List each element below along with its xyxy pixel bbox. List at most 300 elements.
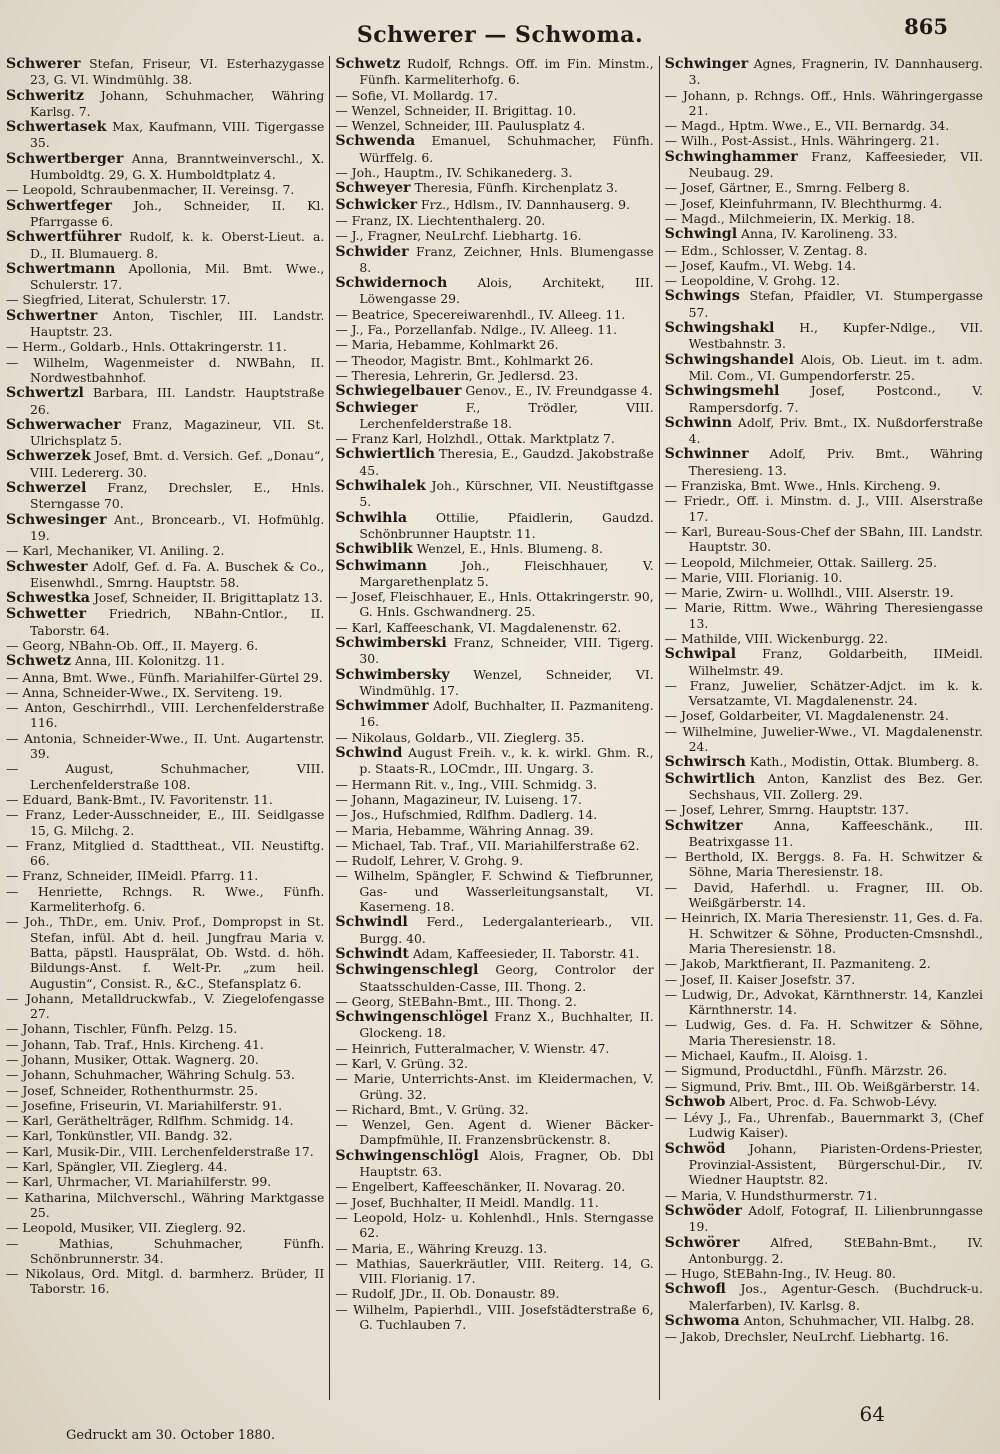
directory-entry xyxy=(665,1141,983,1188)
directory-subentry xyxy=(665,972,983,987)
entry-text: — Antonia, Schneider-Wwe., II. Unt. Augartenstr. 39. xyxy=(6,730,325,762)
entry-surname: Schwiertlich xyxy=(335,446,435,463)
entry-text: — Nikolaus, Goldarb., VII. Zieglerg. 35. xyxy=(335,729,585,745)
entry-text: — Anna, Bmt. Wwe., Fünfh. Mariahilfer-Gürtel 29. xyxy=(6,669,323,685)
entry-text: — Jakob, Marktfierant, II. Pazmaniteng. 2. xyxy=(664,956,931,972)
entry-surname: Schwofl xyxy=(664,1281,726,1298)
entry-text: — Ludwig, Ges. d. Fa. H. Schwitzer & Söhne, Maria Theresienstr. 18. xyxy=(664,1017,983,1048)
entry-surname: Schwingenschlögel xyxy=(335,1009,488,1026)
entry-text: Stefan, Pfaidler, VI. Stumpergasse 57. xyxy=(688,288,983,320)
entry-surname: Schwenda xyxy=(335,133,416,150)
entry-text: — Karl, V. Grüng. 32. xyxy=(335,1056,469,1071)
directory-entry xyxy=(665,446,983,478)
directory-subentry xyxy=(665,802,983,817)
entry-surname: Schwertzl xyxy=(6,385,84,402)
directory-subentry xyxy=(6,1220,324,1235)
directory-subentry xyxy=(6,868,324,883)
directory-subentry xyxy=(6,339,324,354)
entry-text: — Georg, StEBahn-Bmt., III. Thong. 2. xyxy=(335,993,577,1009)
directory-subentry xyxy=(335,1179,653,1194)
entry-surname: Schwiegelbauer xyxy=(335,383,462,400)
directory-subentry xyxy=(335,213,653,228)
directory-subentry xyxy=(665,88,983,119)
entry-surname: Schwerzel xyxy=(6,480,87,497)
directory-subentry xyxy=(665,1266,983,1281)
directory-entry xyxy=(665,149,983,181)
directory-subentry xyxy=(665,910,983,956)
entry-text: Anton, Tischler, III. Landstr. Hauptstr. 23. xyxy=(30,307,325,340)
directory-entry xyxy=(665,1313,983,1329)
entry-surname: Schwinghammer xyxy=(664,148,798,165)
directory-entry xyxy=(665,1235,983,1267)
directory-subentry xyxy=(335,353,653,368)
entry-text: Franz, Kaffeesieder, VII. Neubaug. 29. xyxy=(688,148,983,181)
entry-surname: Schwörer xyxy=(664,1234,740,1251)
directory-subentry xyxy=(6,1128,324,1143)
directory-subentry xyxy=(335,589,653,620)
entry-surname: Schwertner xyxy=(6,307,98,324)
entry-text: — Franziska, Bmt. Wwe., Hnls. Kircheng. 9. xyxy=(664,478,941,494)
entry-text: Franz, Magazineur, VII. St. Ulrichsplatz 5. xyxy=(30,416,325,449)
entry-text: Alfred, StEBahn-Bmt., IV. Antonburgg. 2. xyxy=(688,1234,983,1266)
entry-text: — Wenzel, Schneider, II. Brigittag. 10. xyxy=(335,102,577,118)
directory-columns xyxy=(6,56,988,1400)
entry-text: Frz., Hdlsm., IV. Dannhauserg. 9. xyxy=(417,196,630,212)
entry-text: — Michael, Kaufm., II. Aloisg. 1. xyxy=(664,1048,868,1063)
directory-entry xyxy=(335,275,653,307)
directory-subentry xyxy=(6,1083,324,1098)
directory-entry xyxy=(335,698,653,730)
entry-text: Joh., Fleischhauer, V. Margarethenplatz 5. xyxy=(359,557,654,589)
directory-entry xyxy=(335,558,653,590)
directory-subentry xyxy=(6,670,324,685)
entry-text: — Ludwig, Dr., Advokat, Kärnthnerstr. 14, Kanzlei Kärnthnerstr. 14. xyxy=(664,986,983,1018)
directory-subentry xyxy=(665,1110,983,1141)
entry-text: — Georg, NBahn-Ob. Off., II. Mayerg. 6. xyxy=(6,637,259,653)
entry-text: — Edm., Schlosser, V. Zentag. 8. xyxy=(664,242,868,258)
directory-subentry xyxy=(665,118,983,133)
directory-subentry xyxy=(335,165,653,180)
directory-subentry xyxy=(335,228,653,243)
entry-surname: Schwings xyxy=(664,288,740,305)
entry-text: Agnes, Fragnerin, IV. Dannhauserg. 3. xyxy=(688,56,983,88)
entry-surname: Schwerer xyxy=(6,56,81,72)
directory-subentry xyxy=(665,724,983,755)
entry-text: Emanuel, Schuhmacher, Fünfh. Würffelg. 6. xyxy=(359,133,654,165)
column-1 xyxy=(6,56,330,1400)
directory-entry xyxy=(335,1148,653,1180)
entry-text: — Johann, Tischler, Fünfh. Pelzg. 15. xyxy=(6,1021,238,1037)
entry-text: — Mathias, Schuhmacher, Fünfh. Schönbrunnerstr. 34. xyxy=(6,1235,325,1266)
signature-mark: 64 xyxy=(859,1402,885,1426)
entry-text: — Maria, E., Währing Kreuzg. 13. xyxy=(335,1240,548,1256)
directory-subentry xyxy=(335,1102,653,1117)
entry-text: Franz, Zeichner, Hnls. Blumengasse 8. xyxy=(359,243,654,275)
directory-entry xyxy=(6,229,324,261)
entry-text: — Franz Karl, Holzhdl., Ottak. Marktplatz 7. xyxy=(335,431,615,447)
entry-text: Friedrich, NBahn-Cntlor., II. Taborstr. 64. xyxy=(30,606,325,638)
directory-subentry xyxy=(6,1266,324,1297)
entry-surname: Schwerwacher xyxy=(6,416,121,433)
entry-text: — Joh., Hauptm., IV. Schikanederg. 3. xyxy=(335,165,573,181)
entry-text: — Sigmund, Priv. Bmt., III. Ob. Weißgärberstr. 14. xyxy=(664,1078,980,1094)
entry-text: — Leopold, Holz- u. Kohlenhdl., Hnls. Sterngasse 62. xyxy=(335,1209,654,1241)
entry-text: Alois, Fragner, Ob. Dbl Hauptstr. 63. xyxy=(359,1147,654,1180)
entry-text: — Maria, V. Hundsthurmerstr. 71. xyxy=(664,1187,878,1203)
entry-text: — Josef, Gärtner, E., Smrng. Felberg 8. xyxy=(664,180,910,196)
entry-text: — Sofie, VI. Mollardg. 17. xyxy=(335,87,498,103)
entry-text: — Heinrich, Futteralmacher, V. Wienstr. 47. xyxy=(335,1040,610,1056)
page-header xyxy=(0,8,1000,48)
directory-entry xyxy=(665,383,983,415)
directory-entry xyxy=(6,198,324,230)
entry-text: — Wilhelm, Papierhdl., VIII. Josefstädterstraße 6, G. Tuchlauben 7. xyxy=(335,1301,654,1333)
directory-subentry xyxy=(335,307,653,322)
directory-subentry xyxy=(665,1079,983,1094)
directory-subentry xyxy=(335,620,653,635)
entry-text: Albert, Proc. d. Fa. Schwob-Lévy. xyxy=(725,1093,938,1109)
entry-text: — Karl, Geräthelträger, Rdlfhm. Schmidg. 14. xyxy=(6,1113,294,1129)
entry-text: — Friedr., Off. i. Minstm. d. J., VIII. Alserstraße 17. xyxy=(664,493,983,524)
entry-surname: Schwinn xyxy=(664,414,733,431)
entry-text: F., Trödler, VIII. Lerchenfelderstraße 18. xyxy=(359,399,654,431)
entry-surname: Schwind xyxy=(335,745,403,762)
directory-entry xyxy=(6,559,324,591)
entry-text: — Johann, Metalldruckwfab., V. Ziegelofengasse 27. xyxy=(6,990,325,1022)
entry-text: — Jos., Hufschmied, Rdlfhm. Dadlerg. 14. xyxy=(335,807,598,823)
directory-subentry xyxy=(665,849,983,880)
directory-subentry xyxy=(335,823,653,838)
directory-subentry xyxy=(665,1048,983,1063)
directory-subentry xyxy=(665,600,983,631)
directory-entry xyxy=(665,754,983,770)
entry-text: Barbara, III. Landstr. Hauptstraße 26. xyxy=(30,385,325,417)
entry-text: — Wenzel, Gen. Agent d. Wiener Bäcker-Dampfmühle, II. Franzensbrückenstr. 8. xyxy=(335,1117,654,1148)
entry-text: — J., Fa., Porzellanfab. Ndlge., IV. Alleeg. 11. xyxy=(335,322,618,338)
directory-subentry xyxy=(335,337,653,352)
entry-text: — Herm., Goldarb., Hnls. Ottakringerstr. 11. xyxy=(6,339,287,355)
entry-text: — Johann, Schuhmacher, Währing Schulg. 53. xyxy=(6,1067,295,1083)
directory-subentry xyxy=(6,1174,324,1189)
directory-subentry xyxy=(665,211,983,226)
directory-subentry xyxy=(335,838,653,853)
entry-text: Theresia, Fünfh. Kirchenplatz 3. xyxy=(410,180,618,196)
page-title: Schwerer — Schwoma. xyxy=(356,22,644,48)
entry-text: — Mathilde, VIII. Wickenburgg. 22. xyxy=(664,630,889,646)
entry-text: Rudolf, k. k. Oberst-Lieut. a. D., II. Blumauerg. 8. xyxy=(30,229,325,261)
entry-text: — Karl, Uhrmacher, VI. Mariahilferstr. 99. xyxy=(6,1174,272,1190)
entry-text: — Hermann Rit. v., Ing., VIII. Schmidg. 3. xyxy=(335,776,598,792)
entry-text: — Theodor, Magistr. Bmt., Kohlmarkt 26. xyxy=(335,352,594,368)
entry-text: Adam, Kaffeesieder, II. Taborstr. 41. xyxy=(408,945,640,961)
entry-text: — Karl, Bureau-Sous-Chef der SBahn, III. Landstr. Hauptstr. 30. xyxy=(664,523,983,555)
entry-text: — David, Haferhdl. u. Fragner, III. Ob. Weißgärberstr. 14. xyxy=(664,879,983,911)
entry-surname: Schwimbersky xyxy=(335,666,450,683)
entry-text: — Wilhelmine, Juwelier-Wwe., VI. Magdalenenstr. 24. xyxy=(664,723,983,755)
entry-text: — Wilhelm, Wagenmeister d. NWBahn, II. Nordwestbahnhof. xyxy=(6,354,325,385)
entry-text: — Franz, Mitglied d. Stadttheat., VII. Neustiftg. 66. xyxy=(6,837,325,869)
directory-subentry xyxy=(335,1210,653,1241)
directory-subentry xyxy=(665,631,983,646)
entry-text: — Leopold, Schraubenmacher, II. Vereinsg. 7. xyxy=(6,182,295,198)
directory-entry xyxy=(6,56,324,88)
entry-text: Franz, Drechsler, E., Hnls. Sterngasse 70. xyxy=(30,480,325,512)
directory-entry xyxy=(665,320,983,352)
entry-text: Theresia, E., Gaudzd. Jakobstraße 45. xyxy=(359,446,654,478)
entry-surname: Schwoma xyxy=(664,1313,740,1330)
directory-entry xyxy=(335,383,653,399)
directory-subentry xyxy=(335,807,653,822)
directory-subentry xyxy=(6,1037,324,1052)
directory-entry xyxy=(6,261,324,293)
entry-text: Anna, III. Kolonitzg. 11. xyxy=(71,653,225,669)
entry-surname: Schwester xyxy=(6,558,88,575)
entry-text: — Richard, Bmt., V. Grüng. 32. xyxy=(335,1101,529,1117)
entry-text: Franz, Schneider, VIII. Tigerg. 30. xyxy=(359,634,654,667)
directory-entry xyxy=(335,56,653,88)
entry-text: — Rudolf, JDr., II. Ob. Donaustr. 89. xyxy=(335,1286,560,1302)
directory-subentry xyxy=(335,431,653,446)
directory-entry xyxy=(665,1203,983,1235)
directory-entry xyxy=(665,56,983,88)
entry-text: — Michael, Tab. Traf., VII. Mariahilferstraße 62. xyxy=(335,837,640,853)
entry-text: Joh., Kürschner, VII. Neustiftgasse 5. xyxy=(359,478,654,510)
entry-text: — Siegfried, Literat, Schulerstr. 17. xyxy=(6,292,231,308)
entry-text: — August, Schuhmacher, VIII. Lerchenfelderstraße 108. xyxy=(6,761,325,792)
entry-text: — Magd., Hptm. Wwe., E., VII. Bernardg. 34. xyxy=(664,118,950,134)
directory-subentry xyxy=(6,1098,324,1113)
directory-entry xyxy=(665,771,983,803)
directory-subentry xyxy=(665,555,983,570)
entry-text: — Eduard, Bank-Bmt., IV. Favoritenstr. 11. xyxy=(6,791,273,807)
entry-text: — Josefine, Friseurin, VI. Mariahilferstr. 91. xyxy=(6,1097,283,1113)
entry-surname: Schwingenschlögl xyxy=(335,1147,479,1164)
entry-surname: Schwieger xyxy=(335,399,418,416)
entry-text: — Heinrich, IX. Maria Theresienstr. 11, Ges. d. Fa. H. Schwitzer & Söhne, Producten-Cmsnshdl., Maria Theresienstr. 18. xyxy=(664,910,983,956)
entry-text: Anton, Schuhmacher, VII. Halbg. 28. xyxy=(739,1313,975,1329)
directory-subentry xyxy=(6,884,324,915)
directory-subentry xyxy=(335,322,653,337)
entry-text: Anna, Kaffeeschänk., III. Beatrixgasse 11. xyxy=(688,817,983,849)
entry-text: Adolf, Gef. d. Fa. A. Buschek & Co., Eisenwhdl., Smrng. Hauptstr. 58. xyxy=(30,558,325,590)
directory-subentry xyxy=(335,868,653,914)
directory-subentry xyxy=(335,368,653,383)
directory-subentry xyxy=(6,638,324,653)
entry-text: Alois, Architekt, III. Löwengasse 29. xyxy=(359,275,654,307)
directory-entry xyxy=(335,962,653,994)
directory-subentry xyxy=(665,570,983,585)
entry-text: Ottilie, Pfaidlerin, Gaudzd. Schönbrunner Hauptstr. 11. xyxy=(359,509,654,541)
entry-text: — Berthold, IX. Berggs. 8. Fa. H. Schwitzer & Söhne, Maria Theresienstr. 18. xyxy=(664,849,983,880)
directory-subentry xyxy=(6,355,324,386)
entry-text: — Marie, Unterrichts-Anst. im Kleidermachen, V. Grüng. 32. xyxy=(335,1071,654,1102)
directory-subentry xyxy=(335,118,653,133)
entry-surname: Schwicker xyxy=(335,196,418,213)
directory-entry xyxy=(6,590,324,606)
print-date: Gedruckt am 30. October 1880. xyxy=(66,1428,276,1443)
entry-text: — Marie, Rittm. Wwe., Währing Theresiengasse 13. xyxy=(664,600,983,631)
entry-text: Stefan, Friseur, VI. Esterhazygasse 23, G. VI. Windmühlg. 38. xyxy=(30,56,325,88)
entry-text: — Josef, Lehrer, Smrng. Hauptstr. 137. xyxy=(664,802,909,818)
entry-text: — Beatrice, Specereiwarenhdl., IV. Alleeg. 11. xyxy=(335,306,626,322)
directory-subentry xyxy=(6,914,324,990)
directory-entry xyxy=(335,946,653,962)
entry-surname: Schwitzer xyxy=(664,817,743,834)
directory-subentry xyxy=(6,1021,324,1036)
entry-text: — Franz, Juwelier, Schätzer-Adjct. im k. k. Versatzamte, VI. Magdalenenstr. 24. xyxy=(664,677,983,709)
directory-subentry xyxy=(6,182,324,197)
entry-text: Franz X., Buchhalter, II. Glockeng. 18. xyxy=(359,1009,654,1041)
entry-text: — Theresia, Lehrerin, Gr. Jedlersd. 23. xyxy=(335,367,579,383)
directory-subentry xyxy=(335,1117,653,1148)
entry-surname: Schwidernoch xyxy=(335,275,448,292)
directory-entry xyxy=(335,478,653,510)
directory-subentry xyxy=(6,1236,324,1267)
directory-entry xyxy=(335,133,653,165)
entry-text: Ant., Broncearb., VI. Hofmühlg. 19. xyxy=(30,511,325,543)
directory-subentry xyxy=(6,838,324,869)
entry-text: — Josef, Goldarbeiter, VI. Magdalenenstr. 24. xyxy=(664,708,949,724)
directory-subentry xyxy=(335,1071,653,1102)
entry-text: — Johann, p. Rchngs. Off., Hnls. Währingergasse 21. xyxy=(664,87,983,118)
directory-subentry xyxy=(665,478,983,493)
entry-text: — Johann, Magazineur, IV. Luiseng. 17. xyxy=(335,791,582,807)
entry-surname: Schwimberski xyxy=(335,634,447,651)
entry-surname: Schwetter xyxy=(6,606,87,623)
entry-text: Franz, Goldarbeith, IIMeidl. Wilhelmstr. 49. xyxy=(688,646,983,678)
directory-entry xyxy=(335,400,653,432)
entry-text: Adolf, Priv. Bmt., IX. Nußdorferstraße 4. xyxy=(688,414,983,447)
directory-subentry xyxy=(665,243,983,258)
entry-text: — Maria, Hebamme, Kohlmarkt 26. xyxy=(335,337,559,353)
directory-subentry xyxy=(335,1286,653,1301)
directory-entry xyxy=(6,653,324,669)
directory-subentry xyxy=(335,1302,653,1333)
entry-surname: Schwindl xyxy=(335,914,408,931)
entry-text: Adolf, Buchhalter, II. Pazmaniteng. 16. xyxy=(359,698,654,730)
directory-subentry xyxy=(665,273,983,288)
directory-subentry xyxy=(335,994,653,1009)
directory-entry xyxy=(335,180,653,196)
directory-entry xyxy=(335,197,653,213)
directory-entry xyxy=(665,352,983,384)
entry-text: Adolf, Priv. Bmt., Währing Theresieng. 13. xyxy=(688,446,983,478)
directory-subentry xyxy=(665,987,983,1018)
entry-surname: Schwinner xyxy=(664,446,749,463)
entry-text: Max, Kaufmann, VIII. Tigergasse 35. xyxy=(30,119,325,151)
entry-text: — Karl, Tonkünstler, VII. Bandg. 32. xyxy=(6,1128,233,1144)
directory-subentry xyxy=(335,1241,653,1256)
entry-text: — Josef, Kleinfuhrmann, IV. Blechthurmg. 4. xyxy=(664,195,943,211)
directory-subentry xyxy=(6,292,324,307)
entry-text: — Leopold, Milchmeier, Ottak. Saillerg. 25. xyxy=(664,554,937,570)
entry-text: — Wilhelm, Spängler, F. Schwind & Tiefbrunner, Gas- und Wasserleitungsanstalt, VI. Kaserneng. 18. xyxy=(335,868,654,915)
directory-subentry xyxy=(335,1041,653,1056)
entry-surname: Schwertfeger xyxy=(6,197,113,214)
directory-subentry xyxy=(6,807,324,838)
entry-text: Joh., Schneider, II. Kl. Pfarrgasse 6. xyxy=(30,197,325,229)
entry-text: — Anton, Geschirrhdl., VIII. Lerchenfelderstraße 116. xyxy=(6,700,325,731)
directory-subentry xyxy=(665,524,983,555)
entry-text: — Karl, Mechaniker, VI. Aniling. 2. xyxy=(6,543,225,559)
page-footer xyxy=(0,1402,1000,1448)
directory-subentry xyxy=(665,1188,983,1203)
directory-entry xyxy=(6,119,324,151)
entry-text: — Franz, Schneider, IIMeidl. Pfarrg. 11. xyxy=(6,868,259,884)
entry-surname: Schwingsmehl xyxy=(664,383,780,400)
directory-entry xyxy=(665,288,983,320)
entry-text: — Johann, Tab. Traf., Hnls. Kircheng. 41. xyxy=(6,1036,264,1052)
directory-entry xyxy=(6,480,324,512)
directory-subentry xyxy=(335,103,653,118)
directory-entry xyxy=(335,1009,653,1041)
entry-surname: Schwindt xyxy=(335,945,409,962)
directory-subentry xyxy=(665,1017,983,1048)
directory-subentry xyxy=(6,1144,324,1159)
entry-text: — Josef, II. Kaiser Josefstr. 37. xyxy=(664,971,856,987)
directory-entry xyxy=(6,151,324,183)
entry-surname: Schwingshandel xyxy=(664,351,794,368)
directory-subentry xyxy=(665,1329,983,1344)
directory-entry xyxy=(6,417,324,449)
entry-surname: Schwob xyxy=(664,1093,726,1110)
entry-text: August Freih. v., k. k. wirkl. Ghm. R., p. Staats-R., LOCmdr., III. Ungarg. 3. xyxy=(359,745,654,777)
entry-text: Anna, Branntweinverschl., X. Humboldtg. 29, G. X. Humboldtplatz 4. xyxy=(30,150,325,183)
entry-text: — Magd., Milchmeierin, IX. Merkig. 18. xyxy=(664,210,915,226)
directory-subentry xyxy=(6,1052,324,1067)
entry-surname: Schweyer xyxy=(335,180,411,197)
entry-text: Adolf, Fotograf, II. Lilienbrunngasse 19. xyxy=(688,1202,983,1235)
directory-subentry xyxy=(665,585,983,600)
directory-entry xyxy=(665,226,983,242)
entry-surname: Schwestka xyxy=(6,590,91,607)
page-number: 865 xyxy=(904,14,948,39)
entry-text: — Josef, Schneider, Rothenthurmstr. 25. xyxy=(6,1082,259,1098)
entry-text: — Nikolaus, Ord. Mitgl. d. barmherz. Brüder, II Taborstr. 16. xyxy=(6,1266,325,1297)
directory-entry xyxy=(665,1281,983,1313)
directory-subentry xyxy=(6,792,324,807)
entry-text: — Leopold, Musiker, VII. Zieglerg. 92. xyxy=(6,1220,246,1236)
directory-subentry xyxy=(335,792,653,807)
directory-entry xyxy=(335,667,653,699)
directory-entry xyxy=(335,745,653,777)
directory-subentry xyxy=(665,1063,983,1078)
directory-subentry xyxy=(665,678,983,709)
entry-text: — Leopoldine, V. Grohg. 12. xyxy=(664,273,840,289)
entry-text: — Sigmund, Productdhl., Fünfh. Märzstr. 26. xyxy=(664,1063,948,1079)
directory-entry xyxy=(335,446,653,478)
directory-subentry xyxy=(335,88,653,103)
entry-text: — Josef, Kaufm., VI. Webg. 14. xyxy=(664,257,857,273)
directory-entry xyxy=(6,385,324,417)
directory-entry xyxy=(335,914,653,946)
entry-surname: Schwetz xyxy=(335,56,401,72)
directory-entry xyxy=(665,1094,983,1110)
directory-entry xyxy=(6,448,324,480)
entry-surname: Schwetz xyxy=(6,653,72,670)
entry-surname: Schwertführer xyxy=(6,229,122,246)
entry-surname: Schwertberger xyxy=(6,150,124,167)
entry-text: — Marie, Zwirn- u. Wollhdl., VIII. Alserstr. 19. xyxy=(664,585,954,601)
directory-subentry xyxy=(6,761,324,792)
entry-text: — Marie, VIII. Florianig. 10. xyxy=(664,569,843,585)
entry-text: — Josef, Fleischhauer, E., Hnls. Ottakringerstr. 90, G. Hnls. Gschwandnerg. 25. xyxy=(335,589,654,620)
entry-surname: Schwesinger xyxy=(6,511,107,528)
directory-entry xyxy=(335,635,653,667)
entry-surname: Schwihalek xyxy=(335,478,426,495)
entry-surname: Schwihla xyxy=(335,509,408,526)
entry-surname: Schwerzek xyxy=(6,448,91,465)
